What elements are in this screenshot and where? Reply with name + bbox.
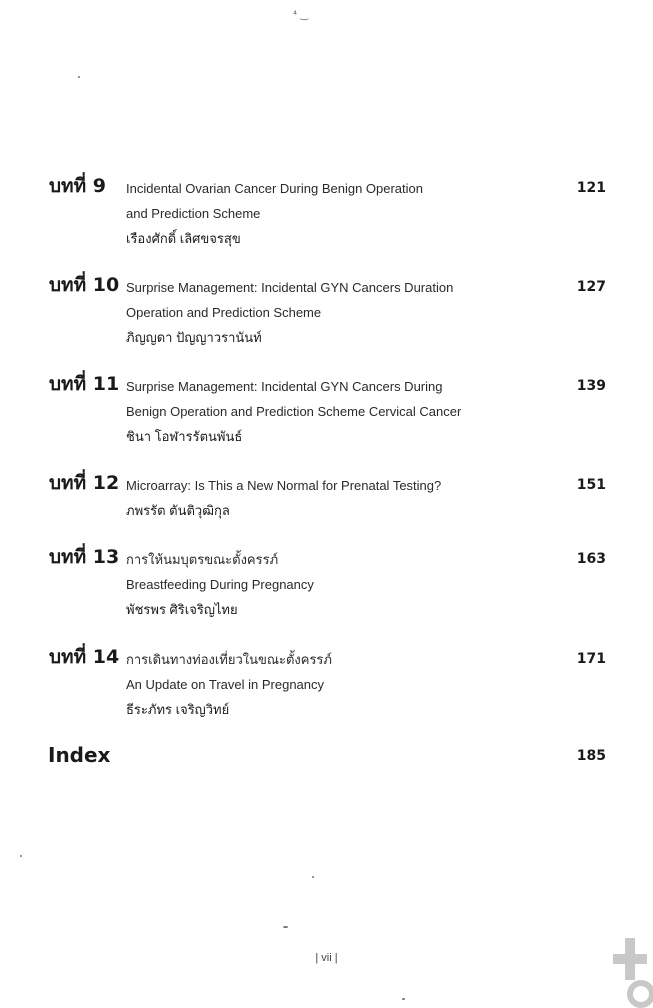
chapter-lines (126, 176, 546, 251)
chapter-lines (126, 275, 546, 350)
index-page-number: 185 (576, 748, 606, 764)
chapter-title-line: Incidental Ovarian Cancer During Benign Operation (126, 181, 424, 196)
chapter-page-number: 171 (576, 651, 606, 667)
chapter-label: บทที่ 14 (49, 646, 120, 668)
chapter-page-number: 121 (576, 180, 606, 196)
chapter-title-line: Surprise Management: Incidental GYN Cancers Duration (126, 280, 454, 295)
chapter-title-line: Microarray: Is This a New Normal for Prenatal Testing? (126, 478, 442, 493)
scan-speck (78, 76, 80, 78)
scan-speck (402, 998, 405, 1000)
chapter-page-number: 151 (576, 477, 606, 493)
chapter-author: ภิญญดา ปัญญาวรานันท์ (126, 330, 262, 345)
scan-speck (283, 926, 288, 928)
chapter-title-line: Surprise Management: Incidental GYN Cancers During (126, 379, 443, 394)
chapter-author: เรืองศักดิ์ เลิศขจรสุข (126, 231, 241, 246)
chapter-author: พัชรพร ศิริเจริญไทย (126, 602, 238, 617)
chapter-title-line: An Update on Travel in Pregnancy (126, 677, 325, 692)
chapter-label: บทที่ 13 (49, 546, 120, 568)
chapter-title-line: and Prediction Scheme (126, 206, 261, 221)
chapter-label: บทที่ 10 (49, 274, 120, 296)
chapter-author: ภพรรัต ตันติวุฒิกุล (126, 503, 230, 518)
chapter-lines (126, 473, 546, 523)
chapter-author: ธีระภัทร เจริญวิทย์ (126, 702, 230, 717)
corner-ornament-icon (603, 930, 653, 1008)
chapter-label: บทที่ 12 (49, 472, 120, 494)
scan-mark: ⁴ ‿ (293, 10, 309, 21)
chapter-title-line: Breastfeeding During Pregnancy (126, 577, 314, 592)
chapter-title-line: การให้นมบุตรขณะตั้งครรภ์ (126, 552, 279, 567)
chapter-lines (126, 547, 546, 622)
chapter-lines (126, 374, 546, 449)
chapter-author: ชินา โอฬารรัตนพันธ์ (126, 429, 243, 444)
chapter-label: บทที่ 11 (49, 373, 120, 395)
chapter-page-number: 139 (576, 378, 606, 394)
scan-speck (20, 855, 22, 857)
page-folio: | vii | (315, 952, 338, 964)
chapter-title-line: Operation and Prediction Scheme (126, 305, 322, 320)
index-entry-label[interactable]: Index (48, 743, 111, 767)
chapter-page-number: 127 (576, 279, 606, 295)
chapter-lines (126, 647, 546, 722)
chapter-title-line: การเดินทางท่องเที่ยวในขณะตั้งครรภ์ (126, 652, 332, 667)
scan-speck (312, 876, 314, 878)
chapter-title-line: Benign Operation and Prediction Scheme Cervical Cancer (126, 404, 462, 419)
chapter-page-number: 163 (576, 551, 606, 567)
chapter-label: บทที่ 9 (49, 175, 106, 197)
